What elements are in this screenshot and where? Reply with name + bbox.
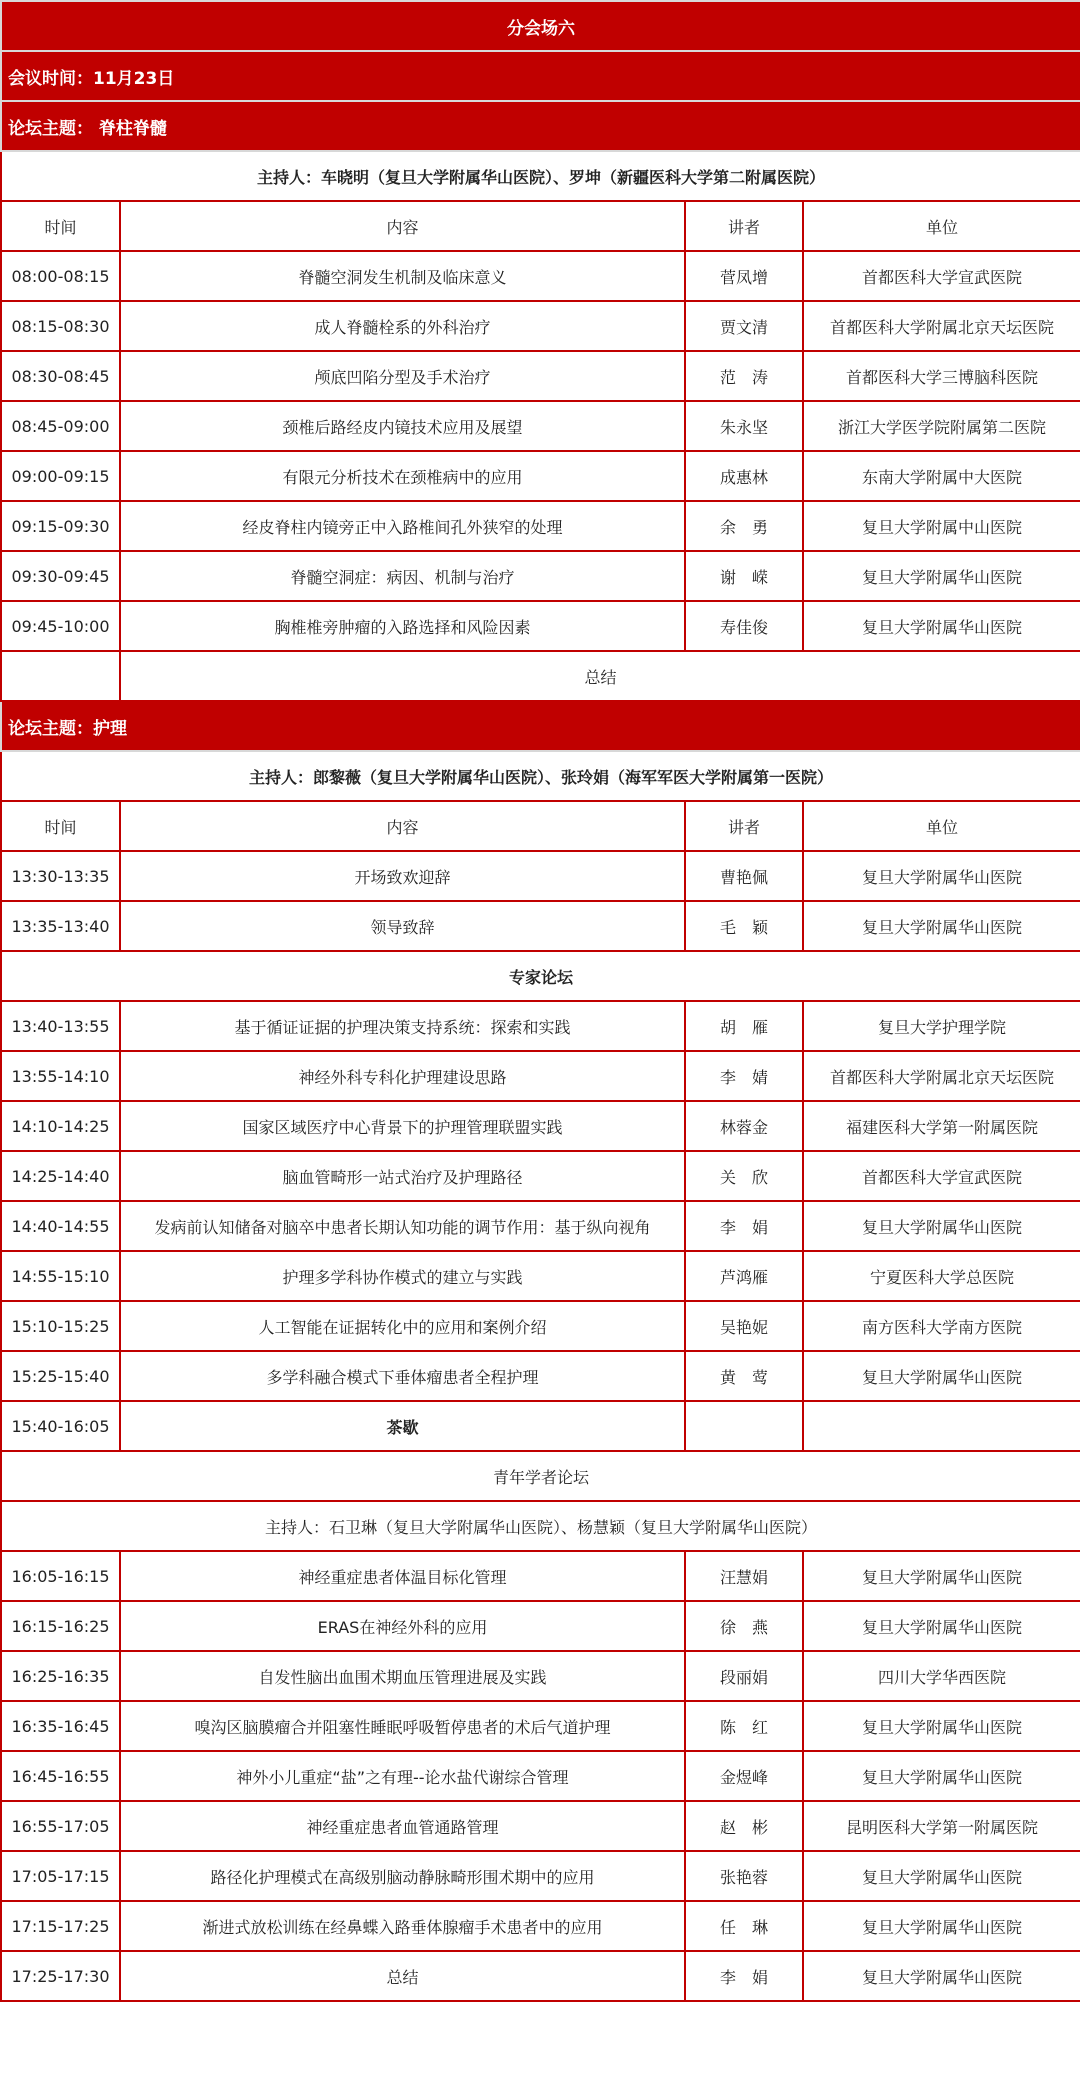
table-row <box>1 551 1080 601</box>
header-unit: 单位 <box>803 801 1080 851</box>
table-row <box>1 1301 1080 1351</box>
content-cell: 开场致欢迎辞 <box>120 851 685 901</box>
speaker-cell: 赵 彬 <box>685 1801 803 1851</box>
time-cell: 16:55-17:05 <box>1 1801 120 1851</box>
unit-cell: 四川大学华西医院 <box>803 1651 1080 1701</box>
content-cell: 神经外科专科化护理建设思路 <box>120 1051 685 1101</box>
session-title-row <box>1 1 1080 51</box>
time-cell: 09:45-10:00 <box>1 601 120 651</box>
time-cell: 14:10-14:25 <box>1 1101 120 1151</box>
time-cell: 08:00-08:15 <box>1 251 120 301</box>
unit-cell: 昆明医科大学第一附属医院 <box>803 1801 1080 1851</box>
empty-cell <box>803 1401 1080 1451</box>
content-cell: 嗅沟区脑膜瘤合并阻塞性睡眠呼吸暂停患者的术后气道护理 <box>120 1701 685 1751</box>
table-row <box>1 1701 1080 1751</box>
unit-cell: 首都医科大学附属北京天坛医院 <box>803 1051 1080 1101</box>
table-row <box>1 851 1080 901</box>
unit-cell: 首都医科大学三博脑科医院 <box>803 351 1080 401</box>
time-cell: 09:30-09:45 <box>1 551 120 601</box>
host-line: 主持人：郎黎薇（复旦大学附属华山医院）、张玲娟（海军军医大学附属第一医院） <box>1 751 1080 801</box>
forum-topic: 论坛主题：护理 <box>1 701 1080 751</box>
header-time: 时间 <box>1 201 120 251</box>
time-cell: 13:40-13:55 <box>1 1001 120 1051</box>
unit-cell: 南方医科大学南方医院 <box>803 1301 1080 1351</box>
content-cell: 脊髓空洞发生机制及临床意义 <box>120 251 685 301</box>
speaker-cell: 胡 雁 <box>685 1001 803 1051</box>
speaker-cell: 余 勇 <box>685 501 803 551</box>
speaker-cell: 金煜峰 <box>685 1751 803 1801</box>
host-row <box>1 751 1080 801</box>
header-speaker: 讲者 <box>685 801 803 851</box>
content-cell: 神经重症患者体温目标化管理 <box>120 1551 685 1601</box>
unit-cell: 复旦大学附属华山医院 <box>803 1951 1080 2001</box>
content-cell: 国家区域医疗中心背景下的护理管理联盟实践 <box>120 1101 685 1151</box>
speaker-cell: 段丽娟 <box>685 1651 803 1701</box>
unit-cell: 东南大学附属中大医院 <box>803 451 1080 501</box>
table-row <box>1 1351 1080 1401</box>
speaker-cell: 菅凤增 <box>685 251 803 301</box>
speaker-cell: 吴艳妮 <box>685 1301 803 1351</box>
unit-cell: 复旦大学附属华山医院 <box>803 1601 1080 1651</box>
speaker-cell: 徐 燕 <box>685 1601 803 1651</box>
speaker-cell: 林蓉金 <box>685 1101 803 1151</box>
subsection-row <box>1 951 1080 1001</box>
forum-topic-row <box>1 101 1080 151</box>
content-cell: 自发性脑出血围术期血压管理进展及实践 <box>120 1651 685 1701</box>
host-row <box>1 151 1080 201</box>
time-cell: 13:55-14:10 <box>1 1051 120 1101</box>
table-row <box>1 301 1080 351</box>
content-cell: 渐进式放松训练在经鼻蝶入路垂体腺瘤手术患者中的应用 <box>120 1901 685 1951</box>
unit-cell: 首都医科大学宣武医院 <box>803 251 1080 301</box>
meeting-time-row <box>1 51 1080 101</box>
content-cell: 脊髓空洞症：病因、机制与治疗 <box>120 551 685 601</box>
time-cell: 17:05-17:15 <box>1 1851 120 1901</box>
speaker-cell: 黄 莺 <box>685 1351 803 1401</box>
time-cell: 09:15-09:30 <box>1 501 120 551</box>
unit-cell: 复旦大学附属华山医院 <box>803 551 1080 601</box>
time-cell: 14:55-15:10 <box>1 1251 120 1301</box>
content-cell: ERAS在神经外科的应用 <box>120 1601 685 1651</box>
speaker-cell: 李 婧 <box>685 1051 803 1101</box>
unit-cell: 复旦大学附属华山医院 <box>803 1201 1080 1251</box>
unit-cell: 复旦大学附属华山医院 <box>803 1701 1080 1751</box>
time-cell: 09:00-09:15 <box>1 451 120 501</box>
table-row <box>1 1601 1080 1651</box>
speaker-cell: 毛 颖 <box>685 901 803 951</box>
summary-cell: 总结 <box>120 651 1080 701</box>
content-cell: 胸椎椎旁肿瘤的入路选择和风险因素 <box>120 601 685 651</box>
header-row <box>1 201 1080 251</box>
schedule-body <box>1 1 1080 2001</box>
content-cell: 发病前认知储备对脑卒中患者长期认知功能的调节作用：基于纵向视角 <box>120 1201 685 1251</box>
empty-cell <box>1 651 120 701</box>
time-cell: 08:45-09:00 <box>1 401 120 451</box>
content-cell: 脑血管畸形一站式治疗及护理路径 <box>120 1151 685 1201</box>
table-row <box>1 901 1080 951</box>
unit-cell: 复旦大学附属华山医院 <box>803 851 1080 901</box>
time-cell: 15:10-15:25 <box>1 1301 120 1351</box>
content-cell: 人工智能在证据转化中的应用和案例介绍 <box>120 1301 685 1351</box>
table-row <box>1 1551 1080 1601</box>
summary-row <box>1 651 1080 701</box>
unit-cell: 复旦大学附属华山医院 <box>803 1901 1080 1951</box>
young-forum-title: 青年学者论坛 <box>1 1451 1080 1501</box>
speaker-cell: 谢 嵘 <box>685 551 803 601</box>
unit-cell: 福建医科大学第一附属医院 <box>803 1101 1080 1151</box>
subsection-row <box>1 1451 1080 1501</box>
unit-cell: 复旦大学附属华山医院 <box>803 1851 1080 1901</box>
young-host-line: 主持人：石卫琳（复旦大学附属华山医院）、杨慧颖（复旦大学附属华山医院） <box>1 1501 1080 1551</box>
header-content: 内容 <box>120 801 685 851</box>
content-cell: 神经重症患者血管通路管理 <box>120 1801 685 1851</box>
speaker-cell: 陈 红 <box>685 1701 803 1751</box>
time-cell: 16:15-16:25 <box>1 1601 120 1651</box>
content-cell: 领导致辞 <box>120 901 685 951</box>
expert-forum-title: 专家论坛 <box>1 951 1080 1001</box>
table-row <box>1 601 1080 651</box>
unit-cell: 复旦大学附属华山医院 <box>803 1551 1080 1601</box>
meeting-time: 会议时间：11月23日 <box>1 51 1080 101</box>
tea-break-cell: 茶歇 <box>120 1401 685 1451</box>
speaker-cell: 芦鸿雁 <box>685 1251 803 1301</box>
header-speaker: 讲者 <box>685 201 803 251</box>
host-row <box>1 1501 1080 1551</box>
content-cell: 有限元分析技术在颈椎病中的应用 <box>120 451 685 501</box>
content-cell: 护理多学科协作模式的建立与实践 <box>120 1251 685 1301</box>
table-row <box>1 1001 1080 1051</box>
time-cell: 14:40-14:55 <box>1 1201 120 1251</box>
time-cell: 08:15-08:30 <box>1 301 120 351</box>
time-cell: 16:25-16:35 <box>1 1651 120 1701</box>
content-cell: 多学科融合模式下垂体瘤患者全程护理 <box>120 1351 685 1401</box>
table-row <box>1 1851 1080 1901</box>
speaker-cell: 范 涛 <box>685 351 803 401</box>
table-row <box>1 1151 1080 1201</box>
unit-cell: 复旦大学护理学院 <box>803 1001 1080 1051</box>
table-row <box>1 1201 1080 1251</box>
content-cell: 神外小儿重症“盐”之有理--论水盐代谢综合管理 <box>120 1751 685 1801</box>
time-cell: 14:25-14:40 <box>1 1151 120 1201</box>
header-unit: 单位 <box>803 201 1080 251</box>
speaker-cell: 成惠林 <box>685 451 803 501</box>
table-row <box>1 1251 1080 1301</box>
content-cell: 成人脊髓栓系的外科治疗 <box>120 301 685 351</box>
header-row <box>1 801 1080 851</box>
unit-cell: 复旦大学附属华山医院 <box>803 1351 1080 1401</box>
unit-cell: 宁夏医科大学总医院 <box>803 1251 1080 1301</box>
table-row <box>1 1051 1080 1101</box>
table-row <box>1 1951 1080 2001</box>
unit-cell: 浙江大学医学院附属第二医院 <box>803 401 1080 451</box>
unit-cell: 首都医科大学附属北京天坛医院 <box>803 301 1080 351</box>
table-row <box>1 501 1080 551</box>
table-row <box>1 1101 1080 1151</box>
speaker-cell: 李 娟 <box>685 1951 803 2001</box>
speaker-cell: 任 琳 <box>685 1901 803 1951</box>
content-cell: 颈椎后路经皮内镜技术应用及展望 <box>120 401 685 451</box>
table-row <box>1 1651 1080 1701</box>
unit-cell: 复旦大学附属中山医院 <box>803 501 1080 551</box>
table-row <box>1 251 1080 301</box>
host-line: 主持人：车晓明（复旦大学附属华山医院）、罗坤（新疆医科大学第二附属医院） <box>1 151 1080 201</box>
unit-cell: 首都医科大学宣武医院 <box>803 1151 1080 1201</box>
speaker-cell: 李 娟 <box>685 1201 803 1251</box>
content-cell: 基于循证证据的护理决策支持系统：探索和实践 <box>120 1001 685 1051</box>
speaker-cell: 贾文清 <box>685 301 803 351</box>
time-cell: 15:40-16:05 <box>1 1401 120 1451</box>
speaker-cell: 汪慧娟 <box>685 1551 803 1601</box>
unit-cell: 复旦大学附属华山医院 <box>803 1751 1080 1801</box>
content-cell: 总结 <box>120 1951 685 2001</box>
empty-cell <box>685 1401 803 1451</box>
table-row <box>1 401 1080 451</box>
table-row <box>1 451 1080 501</box>
header-content: 内容 <box>120 201 685 251</box>
unit-cell: 复旦大学附属华山医院 <box>803 601 1080 651</box>
session-title: 分会场六 <box>1 1 1080 51</box>
time-cell: 13:35-13:40 <box>1 901 120 951</box>
time-cell: 16:05-16:15 <box>1 1551 120 1601</box>
tea-break-row <box>1 1401 1080 1451</box>
time-cell: 16:45-16:55 <box>1 1751 120 1801</box>
time-cell: 16:35-16:45 <box>1 1701 120 1751</box>
time-cell: 08:30-08:45 <box>1 351 120 401</box>
table-row <box>1 1751 1080 1801</box>
header-time: 时间 <box>1 801 120 851</box>
table-row <box>1 351 1080 401</box>
speaker-cell: 朱永坚 <box>685 401 803 451</box>
table-row <box>1 1801 1080 1851</box>
time-cell: 17:25-17:30 <box>1 1951 120 2001</box>
speaker-cell: 关 欣 <box>685 1151 803 1201</box>
forum-topic: 论坛主题： 脊柱脊髓 <box>1 101 1080 151</box>
content-cell: 颅底凹陷分型及手术治疗 <box>120 351 685 401</box>
speaker-cell: 寿佳俊 <box>685 601 803 651</box>
time-cell: 17:15-17:25 <box>1 1901 120 1951</box>
content-cell: 经皮脊柱内镜旁正中入路椎间孔外狭窄的处理 <box>120 501 685 551</box>
speaker-cell: 张艳蓉 <box>685 1851 803 1901</box>
forum-topic-row <box>1 701 1080 751</box>
speaker-cell: 曹艳佩 <box>685 851 803 901</box>
content-cell: 路径化护理模式在高级别脑动静脉畸形围术期中的应用 <box>120 1851 685 1901</box>
table-row <box>1 1901 1080 1951</box>
time-cell: 15:25-15:40 <box>1 1351 120 1401</box>
time-cell: 13:30-13:35 <box>1 851 120 901</box>
unit-cell: 复旦大学附属华山医院 <box>803 901 1080 951</box>
